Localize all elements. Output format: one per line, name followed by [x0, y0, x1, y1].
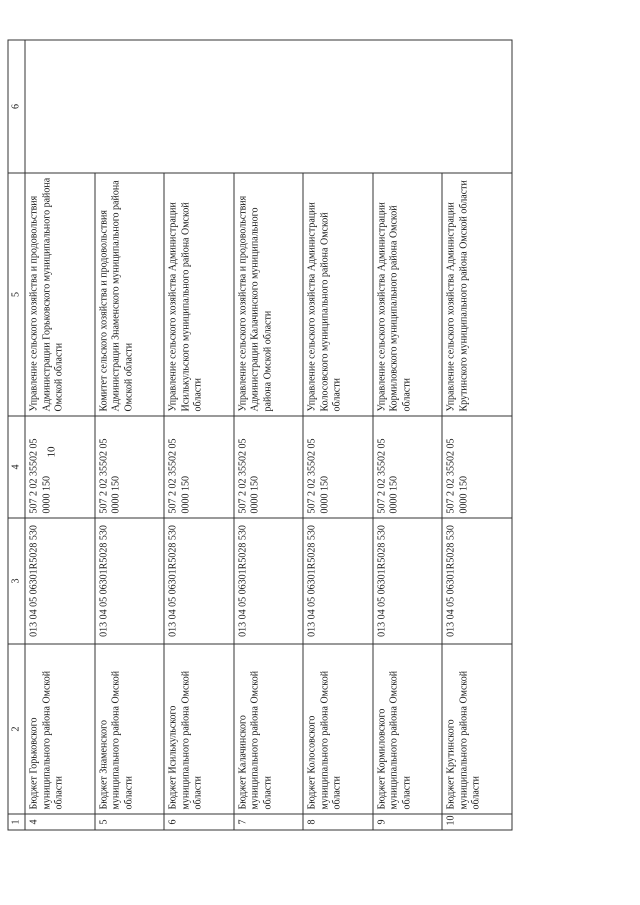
- extra-cell: [25, 40, 512, 173]
- row-number: 6: [164, 814, 234, 830]
- budget-cell: Бюджет Колосовского муниципального района Омской области: [303, 644, 373, 814]
- page-number: 10: [45, 446, 58, 458]
- budget-table: [8, 40, 513, 831]
- table-row: [25, 40, 95, 830]
- row-number: 9: [373, 814, 443, 830]
- row-number: 4: [25, 814, 95, 830]
- administrator-cell: Управление сельского хозяйства и продовольствия Администрации Горьковского муниципального района Омской области: [25, 173, 95, 416]
- row-number: 8: [303, 814, 373, 830]
- row-number: 7: [234, 814, 304, 830]
- column-header: 6: [8, 40, 25, 173]
- kbk-cell: 507 2 02 35502 05 0000 150: [95, 416, 165, 518]
- kbk-cell: 507 2 02 35502 05 0000 150: [442, 416, 512, 518]
- code-cell: 013 04 05 06301R5028 530: [303, 518, 373, 644]
- budget-cell: Бюджет Калачинского муниципального района Омской области: [234, 644, 304, 814]
- code-cell: 013 04 05 06301R5028 530: [95, 518, 165, 644]
- kbk-cell: 507 2 02 35502 05 0000 150: [234, 416, 304, 518]
- row-number: 5: [95, 814, 165, 830]
- kbk-cell: 507 2 02 35502 05 0000 150: [164, 416, 234, 518]
- rotated-table-wrapper: [8, 41, 513, 831]
- column-header: 5: [8, 173, 25, 416]
- budget-cell: Бюджет Знаменского муниципального района Омской области: [95, 644, 165, 814]
- code-cell: 013 04 05 06301R5028 530: [373, 518, 443, 644]
- administrator-cell: Управление сельского хозяйства Администрации Колосовского муниципального района Омской области: [303, 173, 373, 416]
- administrator-cell: Управление сельского хозяйства и продовольствия Администрации Калачинского муниципального района Омской области: [234, 173, 304, 416]
- administrator-cell: Комитет сельского хозяйства и продовольствия Администрации Знаменского муниципального района Омской области: [95, 173, 165, 416]
- column-header: 4: [8, 416, 25, 518]
- column-header: 1: [8, 814, 25, 830]
- budget-cell: Бюджет Исилькульского муниципального района Омской области: [164, 644, 234, 814]
- column-header: 3: [8, 518, 25, 644]
- row-number: 10: [442, 814, 512, 830]
- budget-cell: Бюджет Кормиловского муниципального района Омской области: [373, 644, 443, 814]
- budget-cell: Бюджет Горьковского муниципального района Омской области: [25, 644, 95, 814]
- administrator-cell: Управление сельского хозяйства Администрации Кормиловского муниципального района Омской области: [373, 173, 443, 416]
- administrator-cell: Управление сельского хозяйства Администрации Исилькульского муниципального района Омской области: [164, 173, 234, 416]
- code-cell: 013 04 05 06301R5028 530: [442, 518, 512, 644]
- code-cell: 013 04 05 06301R5028 530: [25, 518, 95, 644]
- administrator-cell: Управление сельского хозяйства Администрации Крутинского муниципального района Омской области: [442, 173, 512, 416]
- kbk-cell: 507 2 02 35502 05 0000 150: [373, 416, 443, 518]
- kbk-cell: 507 2 02 35502 05 0000 150: [303, 416, 373, 518]
- code-cell: 013 04 05 06301R5028 530: [234, 518, 304, 644]
- column-header: 2: [8, 644, 25, 814]
- header-row: [8, 40, 25, 830]
- kbk-cell: 507 2 02 35502 05 0000 150: [25, 416, 95, 518]
- budget-cell: Бюджет Крутинского муниципального района Омской области: [442, 644, 512, 814]
- code-cell: 013 04 05 06301R5028 530: [164, 518, 234, 644]
